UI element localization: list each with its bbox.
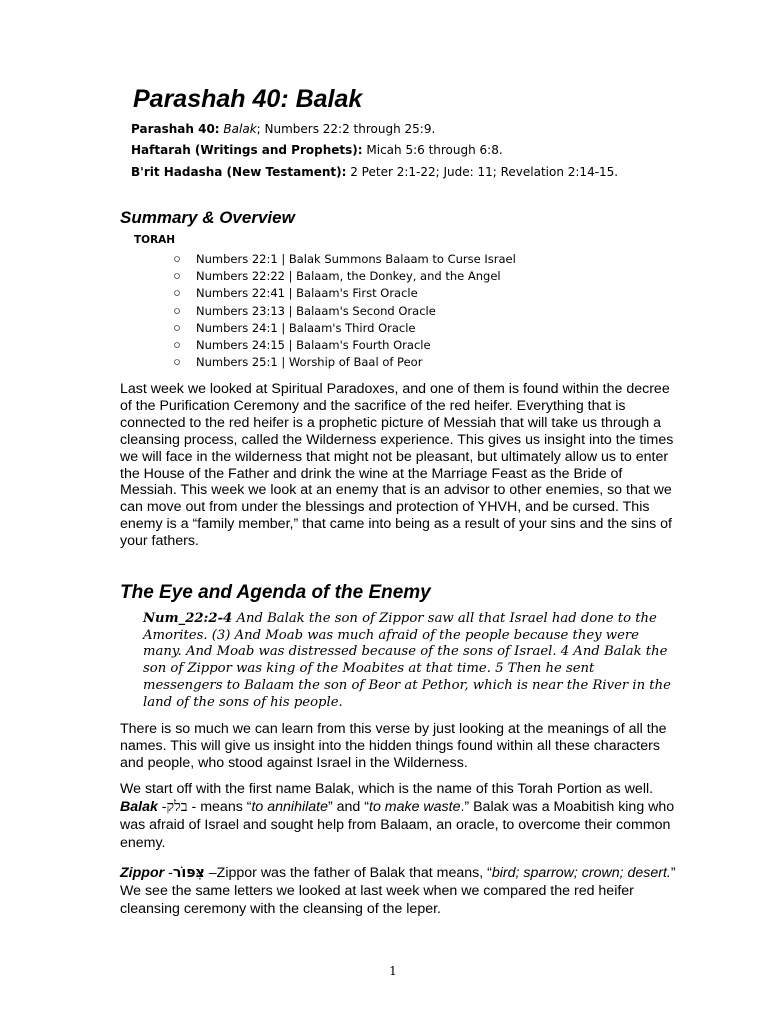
torah-label: TORAH: [134, 234, 176, 246]
haftarah-label: Haftarah (Writings and Prophets):: [131, 143, 363, 157]
outline-item: [170, 319, 516, 336]
zippor-after-text: –Zippor was the father of Balak that means, “: [204, 865, 492, 881]
hollow-bullet-icon: [174, 325, 180, 331]
balak-paragraph: [120, 780, 680, 852]
balak-rest-text: .” Balak was a Moabitish king who was afraid of Israel and sought help from Balaam, an oracle, to overcome their common enemy.: [120, 799, 675, 851]
hollow-bullet-icon: [174, 308, 180, 314]
outline-item-text: Numbers 23:13 | Balaam's Second Oracle: [196, 303, 436, 318]
outline-item-text: Numbers 24:15 | Balaam's Fourth Oracle: [196, 338, 431, 353]
brit-hadasha-label: B'rit Hadasha (New Testament):: [131, 165, 347, 179]
hollow-bullet-icon: [174, 273, 180, 279]
parashah-line: [131, 121, 641, 137]
hollow-bullet-icon: [174, 256, 180, 262]
zippor-hebrew: צִּפּוֹר: [172, 865, 205, 881]
enemy-section-heading: The Eye and Agenda of the Enemy: [120, 582, 431, 603]
outline-item: [170, 302, 516, 319]
balak-meaning-annihilate: to annihilate: [251, 799, 328, 815]
zippor-name: Zippor: [120, 865, 165, 881]
page-number: 1: [389, 964, 397, 978]
zippor-paragraph: [120, 864, 680, 918]
outline-item-text: Numbers 22:1 | Balak Summons Balaam to Curse Israel: [196, 251, 516, 266]
balak-dash: -: [157, 799, 167, 815]
page-title: Parashah 40: Balak: [133, 85, 363, 113]
zippor-rest-text: ” We see the same letters we looked at last week when we compared the red heifer cleansing ceremony with the cleansing of the leper.: [120, 865, 676, 917]
balak-and-text: ” and “: [327, 799, 369, 815]
hollow-bullet-icon: [174, 290, 180, 296]
outline-item: [170, 336, 516, 353]
balak-hebrew: בלק: [166, 799, 188, 815]
haftarah-line: [131, 142, 641, 158]
torah-outline-list: [170, 250, 516, 371]
outline-item-text: Numbers 22:22 | Balaam, the Donkey, and the Angel: [196, 268, 501, 283]
hollow-bullet-icon: [174, 360, 180, 366]
scripture-text: And Balak the son of Zippor saw all that Israel had done to the Amorites. (3) And Moab was much afraid of the people because they were many. And Moab was distressed because of the sons of Israel. 4 And Balak the son of Zippor was king of the Moabites at that time. 5 Then he sent messengers to Balaam the son of Beor at Pethor, which is near the River in the land of the sons of his people.: [143, 611, 671, 710]
brit-hadasha-reference: 2 Peter 2:1-22; Jude: 11; Revelation 2:14-15.: [346, 165, 619, 179]
scripture-quote: [143, 611, 673, 711]
outline-item-text: Numbers 25:1 | Worship of Baal of Peor: [196, 355, 423, 370]
brit-hadasha-line: [131, 164, 641, 180]
outline-item: [170, 354, 516, 371]
scripture-reference: Num_22:2-4: [143, 611, 233, 626]
outline-item: [170, 267, 516, 284]
hollow-bullet-icon: [174, 342, 180, 348]
summary-heading: Summary & Overview: [120, 208, 295, 227]
outline-item: [170, 285, 516, 302]
parashah-book: Balak: [223, 122, 257, 136]
outline-item-text: Numbers 24:1 | Balaam's Third Oracle: [196, 320, 416, 335]
zippor-meaning: bird; sparrow; crown; desert.: [491, 865, 671, 881]
intro-paragraph: Last week we looked at Spiritual Paradoxes, and one of them is found within the decree of the Purification Ceremony and the sacrifice of the red heifer. Everything that is connected to the red heifer is a prophetic picture of Messiah that will take us through a cleansing process, called the Wilderness experience. This gives us insight into the times we will face in the wilderness that might not be pleasant, but ultimately allow us to enter the House of the Father and drink the wine at the Marriage Feast as the Bride of Messiah. This week we look at an enemy that is an advisor to other enemies, so that we can move out from under the blessings and protection of YHVH, and be cursed. This enemy is a “family member,” that came into being as a result of your sins and the sins of your fathers.: [120, 381, 674, 550]
balak-means-text: - means “: [187, 799, 252, 815]
outline-item: [170, 250, 516, 267]
outline-item-text: Numbers 22:41 | Balaam's First Oracle: [196, 286, 418, 301]
parashah-reference: ; Numbers 22:2 through 25:9.: [256, 122, 436, 136]
balak-meaning-waste: to make waste: [369, 799, 461, 815]
zippor-dash: -: [164, 865, 173, 881]
haftarah-reference: Micah 5:6 through 6:8.: [362, 143, 503, 157]
balak-intro-text: We start off with the first name Balak, which is the name of this Torah Portion as well.: [120, 781, 654, 797]
names-paragraph: There is so much we can learn from this verse by just looking at the meanings of all the names. This will give us insight into the hidden things found within all these characters and people, who stood against Israel in the Wilderness.: [120, 721, 667, 771]
balak-name: Balak: [120, 799, 158, 815]
parashah-label: Parashah 40:: [131, 122, 220, 136]
